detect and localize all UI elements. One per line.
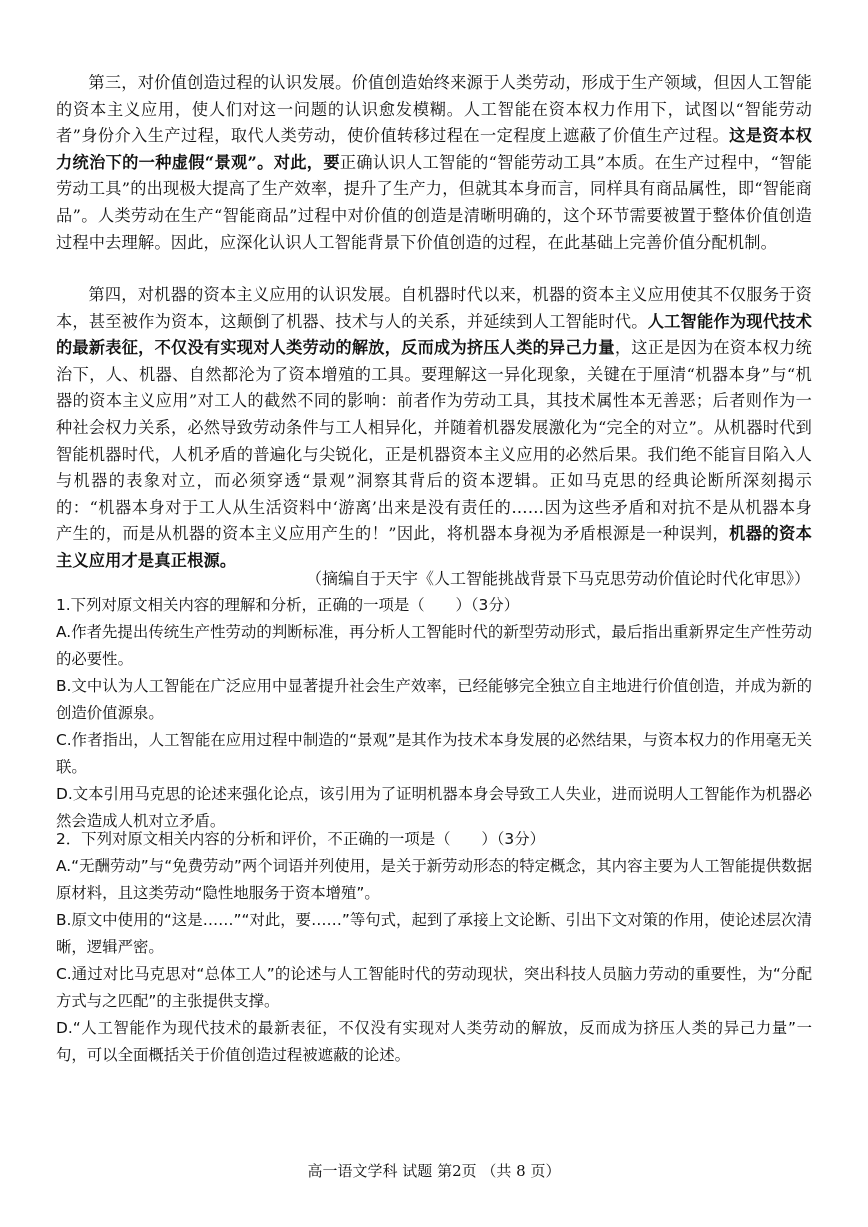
paragraph-bold-text: 机器的资本主义应用才是真正根源。 xyxy=(56,524,812,570)
option-b: B.原文中使用的“这是……”“对此，要……”等句式，起到了承接上文论断、引出下文对策的作用，使论述层次清晰，逻辑严密。 xyxy=(56,911,812,956)
source-citation: （摘编自于天宇《人工智能挑战背景下马克思劳动价值论时代化审思》） xyxy=(305,569,810,588)
paragraph-text: 正确认识人工智能的“智能劳动工具”本质。在生产过程中，“智能劳动工具”的出现极大提高了生产效率，提升了生产力，但就其本身而言，同样具有商品属性，即“智能商品”。人类劳动在生产“智能商品”过程中对价值的创造是清晰明确的，这个环节需要被置于整体价值创造过程中去理解。因此，应深化认识人工智能背景下价值创造的过程，在此基础上完善价值分配机制。 xyxy=(56,152,812,252)
paragraph-text: 第三，对价值创造过程的认识发展。价值创造始终来源于人类劳动，形成于生产领域，但因人工智能的资本主义应用，使人们对这一问题的认识愈发模糊。人工智能在资本权力作用下，试图以“智能劳动者”身份介入生产过程，取代人类劳动，使价值转移过程在一定程度上遮蔽了价值生产过程。 xyxy=(56,73,812,146)
option-a: A.“无酬劳动”与“免费劳动”两个词语并列使用，是关于新劳动形态的特定概念，其内容主要为人工智能提供数据原材料，且这类劳动“隐性地服务于资本增殖”。 xyxy=(56,857,812,902)
passage-paragraph-4 xyxy=(56,282,812,575)
question-2 xyxy=(56,826,812,1069)
option-c: C.作者指出，人工智能在应用过程中制造的“景观”是其作为技术本身发展的必然结果，与资本权力的作用毫无关联。 xyxy=(56,731,812,776)
paragraph-bold-text: 人工智能作为现代技术的最新表征，不仅没有实现对人类劳动的解放，反而成为挤压人类的异己力量 xyxy=(56,311,812,358)
question-stem: 1.下列对原文相关内容的理解和分析，正确的一项是（ ）（3分） xyxy=(56,596,520,614)
page-footer: 高一语文学科 试题 第2页 （共 8 页） xyxy=(307,1162,561,1180)
question-stem: 2．下列对原文相关内容的分析和评价，不正确的一项是（ ）（3分） xyxy=(56,830,545,848)
paragraph-text: ，这正是因为在资本权力统治下，人、机器、自然都沦为了资本增殖的工具。要理解这一异化现象，关键在于厘清“机器本身”与“机器的资本主义应用”对工人的截然不同的影响：前者作为劳动工具，其技术属性本无善恶；后者则作为一种社会权力关系，必然导致劳动条件与工人相异化，并随着机器发展激化为“完全的对立”。从机器时代到智能机器时代，人机矛盾的普遍化与尖锐化，正是机器资本主义应用的必然后果。我们绝不能盲目陷入人与机器的表象对立，而必须穿透“景观”洞察其背后的资本逻辑。正如马克思的经典论断所深刻揭示的：“机器本身对于工人从生活资料中‘游离’出来是没有责任的……因为这些矛盾和对抗不是从机器本身产生的，而是从机器的资本主义应用产生的！”因此，将机器本身视为矛盾根源是一种误判， xyxy=(56,338,812,544)
paragraph-text: 第四，对机器的资本主义应用的认识发展。自机器时代以来，机器的资本主义应用使其不仅服务于资本，甚至被作为资本，这颠倒了机器、技术与人的关系，并延续到人工智能时代。 xyxy=(56,285,812,331)
paragraph-bold-text: 这是资本权力统治下的一种虚假“景观”。对此，要 xyxy=(56,126,812,172)
option-d: D.文本引用马克思的论述来强化论点，该引用为了证明机器本身会导致工人失业，进而说明人工智能作为机器必然会造成人机对立矛盾。 xyxy=(56,785,812,830)
passage-paragraph-3 xyxy=(56,70,812,256)
option-a: A.作者先提出传统生产性劳动的判断标准，再分析人工智能时代的新型劳动形式，最后指出重新界定生产性劳动的必要性。 xyxy=(56,623,812,668)
option-b: B.文中认为人工智能在广泛应用中显著提升社会生产效率，已经能够完全独立自主地进行价值创造，并成为新的创造价值源泉。 xyxy=(56,677,812,722)
option-d: D.“人工智能作为现代技术的最新表征，不仅没有实现对人类劳动的解放，反而成为挤压人类的异己力量”一句，可以全面概括关于价值创造过程被遮蔽的论述。 xyxy=(56,1019,812,1064)
option-c: C.通过对比马克思对“总体工人”的论述与人工智能时代的劳动现状，突出科技人员脑力劳动的重要性，为“分配方式与之匹配”的主张提供支撑。 xyxy=(56,965,812,1010)
question-1 xyxy=(56,592,812,835)
